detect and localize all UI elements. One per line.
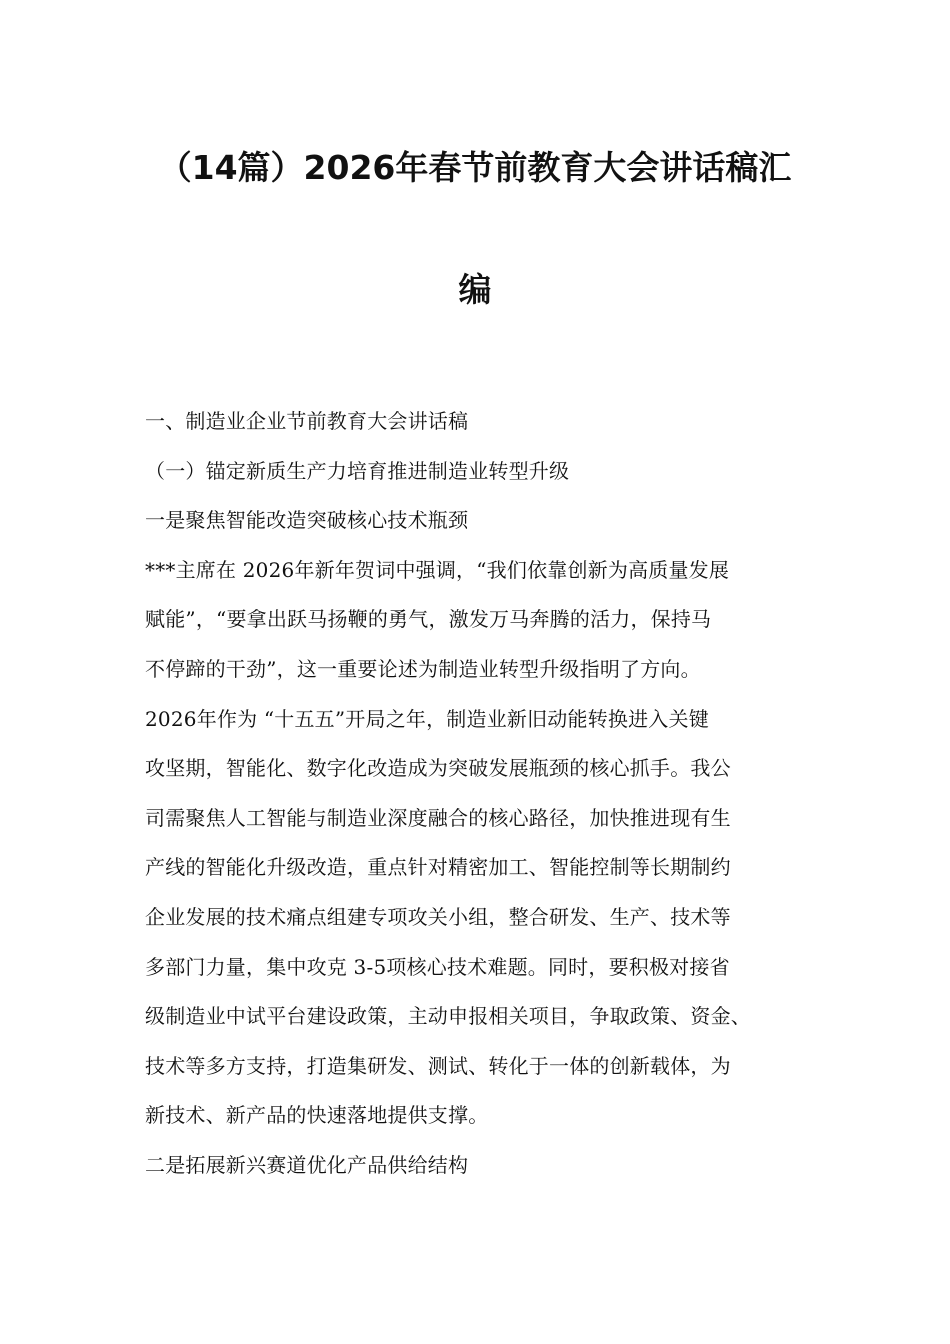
section-heading: 一、制造业企业节前教育大会讲话稿: [145, 409, 469, 433]
paragraph-line: 不停蹄的干劲”，这一重要论述为制造业转型升级指明了方向。: [145, 656, 701, 681]
paragraph: [145, 551, 815, 1146]
subsection-heading: （一）锚定新质生产力培育推进制造业转型升级: [145, 458, 570, 483]
paragraph-line: 新技术、新产品的快速落地提供支撑。: [145, 1103, 489, 1128]
paragraph-line: 级制造业中试平台建设政策，主动申报相关项目，争取政策、资金、: [145, 1004, 751, 1029]
document-title-line-2: 编: [458, 270, 492, 309]
paragraph-line: 2026年作为 “十五五”开局之年，制造业新旧动能转换进入关键: [145, 706, 709, 731]
paragraph-line: 企业发展的技术痛点组建专项攻关小组，整合研发、生产、技术等: [145, 904, 731, 929]
document-body: [145, 402, 815, 1196]
document-title-line-1: （14篇）2026年春节前教育大会讲话稿汇: [158, 148, 792, 187]
paragraph-line: 技术等多方支持，打造集研发、测试、转化于一体的创新载体，为: [145, 1053, 731, 1078]
paragraph-line: 赋能”，“要拿出跃马扬鞭的勇气，激发万马奔腾的活力，保持马: [145, 607, 712, 632]
paragraph-line: 多部门力量，集中攻克 3-5项核心技术难题。同时，要积极对接省: [145, 954, 730, 979]
paragraph-line: 产线的智能化升级改造，重点针对精密加工、智能控制等长期制约: [145, 855, 731, 880]
paragraph-line: 司需聚焦人工智能与制造业深度融合的核心路径，加快推进现有生: [145, 805, 731, 830]
point-1-heading: 一是聚焦智能改造突破核心技术瓶颈: [145, 508, 469, 533]
paragraph-line: 攻坚期，智能化、数字化改造成为突破发展瓶颈的核心抓手。我公: [145, 756, 731, 781]
point-2-heading: 二是拓展新兴赛道优化产品供给结构: [145, 1152, 469, 1177]
paragraph-line: ***主席在 2026年新年贺词中强调，“我们依靠创新为高质量发展: [145, 557, 730, 582]
